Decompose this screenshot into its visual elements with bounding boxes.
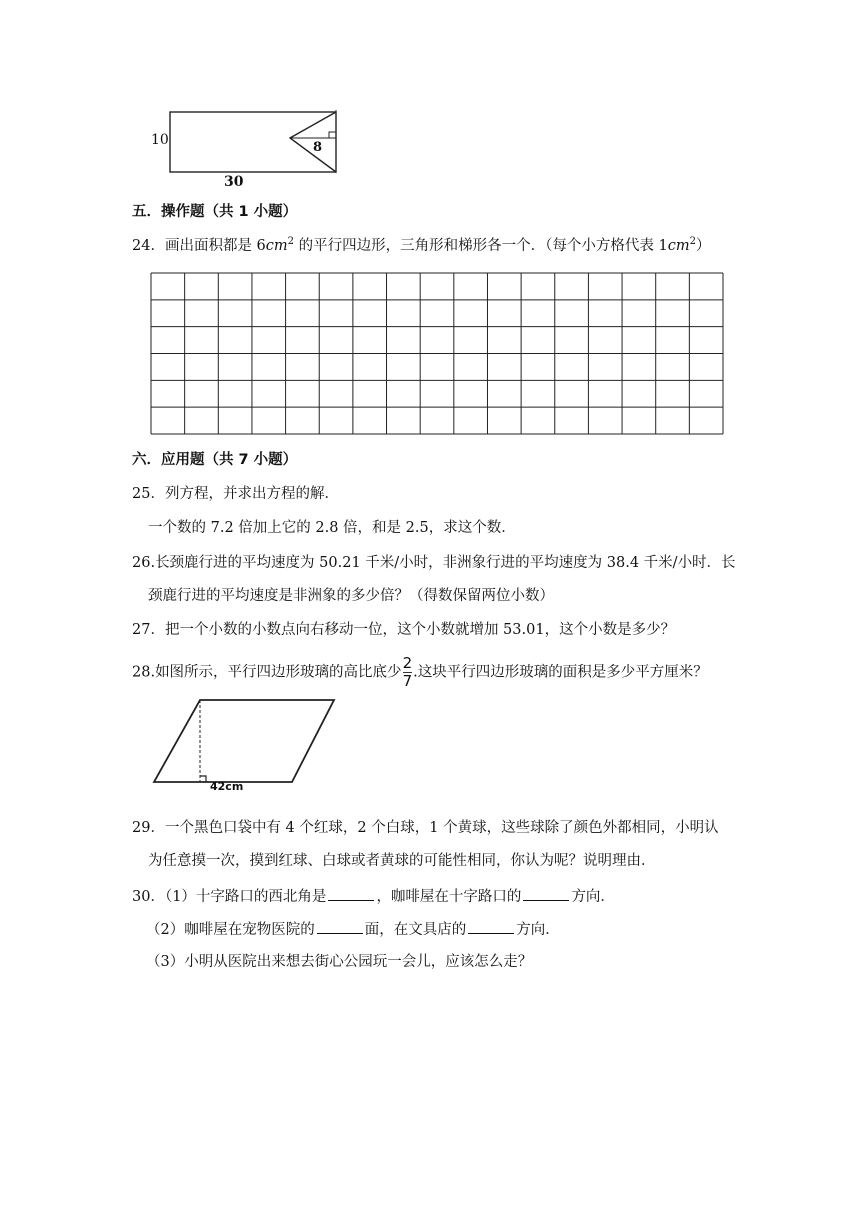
question-30-p2-c: 方向．	[516, 922, 560, 938]
answer-blank-1[interactable]	[328, 886, 374, 901]
fraction-denominator: 7	[402, 672, 413, 690]
question-28-number: 28.	[132, 664, 156, 681]
question-30-part-1	[132, 886, 615, 907]
question-24-text-b: 的平行四边形，三角形和梯形各一个．（每个小方格代表 1	[294, 238, 668, 254]
answer-blank-3[interactable]	[317, 919, 363, 934]
question-26-number: 26.	[132, 555, 156, 571]
question-30-p1-b: ，咖啡屋在十字路口的	[376, 889, 522, 905]
question-25-line-1	[132, 484, 339, 504]
square-grid[interactable]	[150, 272, 726, 436]
question-25-line-2: 一个数的 7.2 倍加上它的 2.8 倍，和是 2.5，求这个数．	[148, 520, 516, 536]
question-24-number: 24．	[132, 238, 165, 254]
question-28	[132, 656, 708, 689]
question-30-number: 30．	[132, 889, 165, 905]
question-26-line-2: 颈鹿行进的平均速度是非洲象的多少倍？（得数保留两位小数）	[148, 588, 554, 604]
section-five-title: 五．操作题（共 1 小题）	[132, 204, 298, 220]
question-27-text: 把一个小数的小数点向右移动一位，这个小数就增加 53.01，这个小数是多少？	[164, 622, 676, 638]
parallelogram-figure	[148, 692, 344, 796]
question-30-p1-a: （1）十字路口的西北角是	[164, 889, 327, 905]
parallelogram-base-label: 42cm	[210, 780, 244, 793]
section-six-title: 六．应用题（共 7 小题）	[132, 452, 298, 468]
question-29-line-2: 为任意摸一次，摸到红球、白球或者黄球的可能性相同，你认为呢？说明理由．	[148, 853, 656, 869]
question-30-part-2	[146, 919, 560, 940]
unit-sup: 2	[287, 236, 295, 248]
question-24-text-c: ）	[696, 238, 711, 254]
question-25-number: 25．	[132, 486, 165, 502]
question-29-text: 一个黑色口袋中有 4 个红球，2 个白球，1 个黄球，这些球除了颜色外都相同，小明认	[164, 820, 719, 836]
answer-blank-4[interactable]	[468, 919, 514, 934]
question-30-part-3: （3）小明从医院出来想去街心公园玩一会儿，应该怎么走？	[146, 954, 533, 970]
question-28-text-b: .这块平行四边形玻璃的面积是多少平方厘米？	[413, 664, 708, 681]
question-24-text-a: 画出面积都是 6	[164, 238, 266, 254]
figure-label-10: 10	[151, 132, 169, 148]
unit-cm-2: cm	[667, 238, 690, 254]
question-24	[132, 236, 711, 256]
question-29-number: 29．	[132, 820, 165, 836]
question-26-line-1	[132, 553, 736, 573]
figure-label-30: 30	[224, 174, 244, 190]
fraction-two-sevenths	[403, 656, 413, 689]
question-30-p2-a: （2）咖啡屋在宠物医院的	[146, 922, 315, 938]
unit-sup-2: 2	[689, 236, 696, 248]
question-26-text: 长颈鹿行进的平均速度为 50.21 千米/小时，非洲象行进的平均速度为 38.4 千米/小时．长	[155, 555, 736, 571]
fraction-numerator: 2	[402, 654, 413, 672]
unit-cm: cm	[265, 238, 288, 254]
question-30-p1-c: 方向．	[571, 889, 615, 905]
answer-blank-2[interactable]	[523, 886, 569, 901]
figure-label-8: 8	[313, 140, 323, 155]
question-25-text: 列方程，并求出方程的解．	[164, 486, 339, 502]
question-28-text-a: 如图所示，平行四边形玻璃的高比底少	[155, 664, 402, 681]
question-27-number: 27．	[132, 622, 165, 638]
question-29-line-1	[132, 818, 719, 838]
question-30-p2-b: 面，在文具店的	[364, 922, 467, 938]
question-27	[132, 620, 675, 640]
